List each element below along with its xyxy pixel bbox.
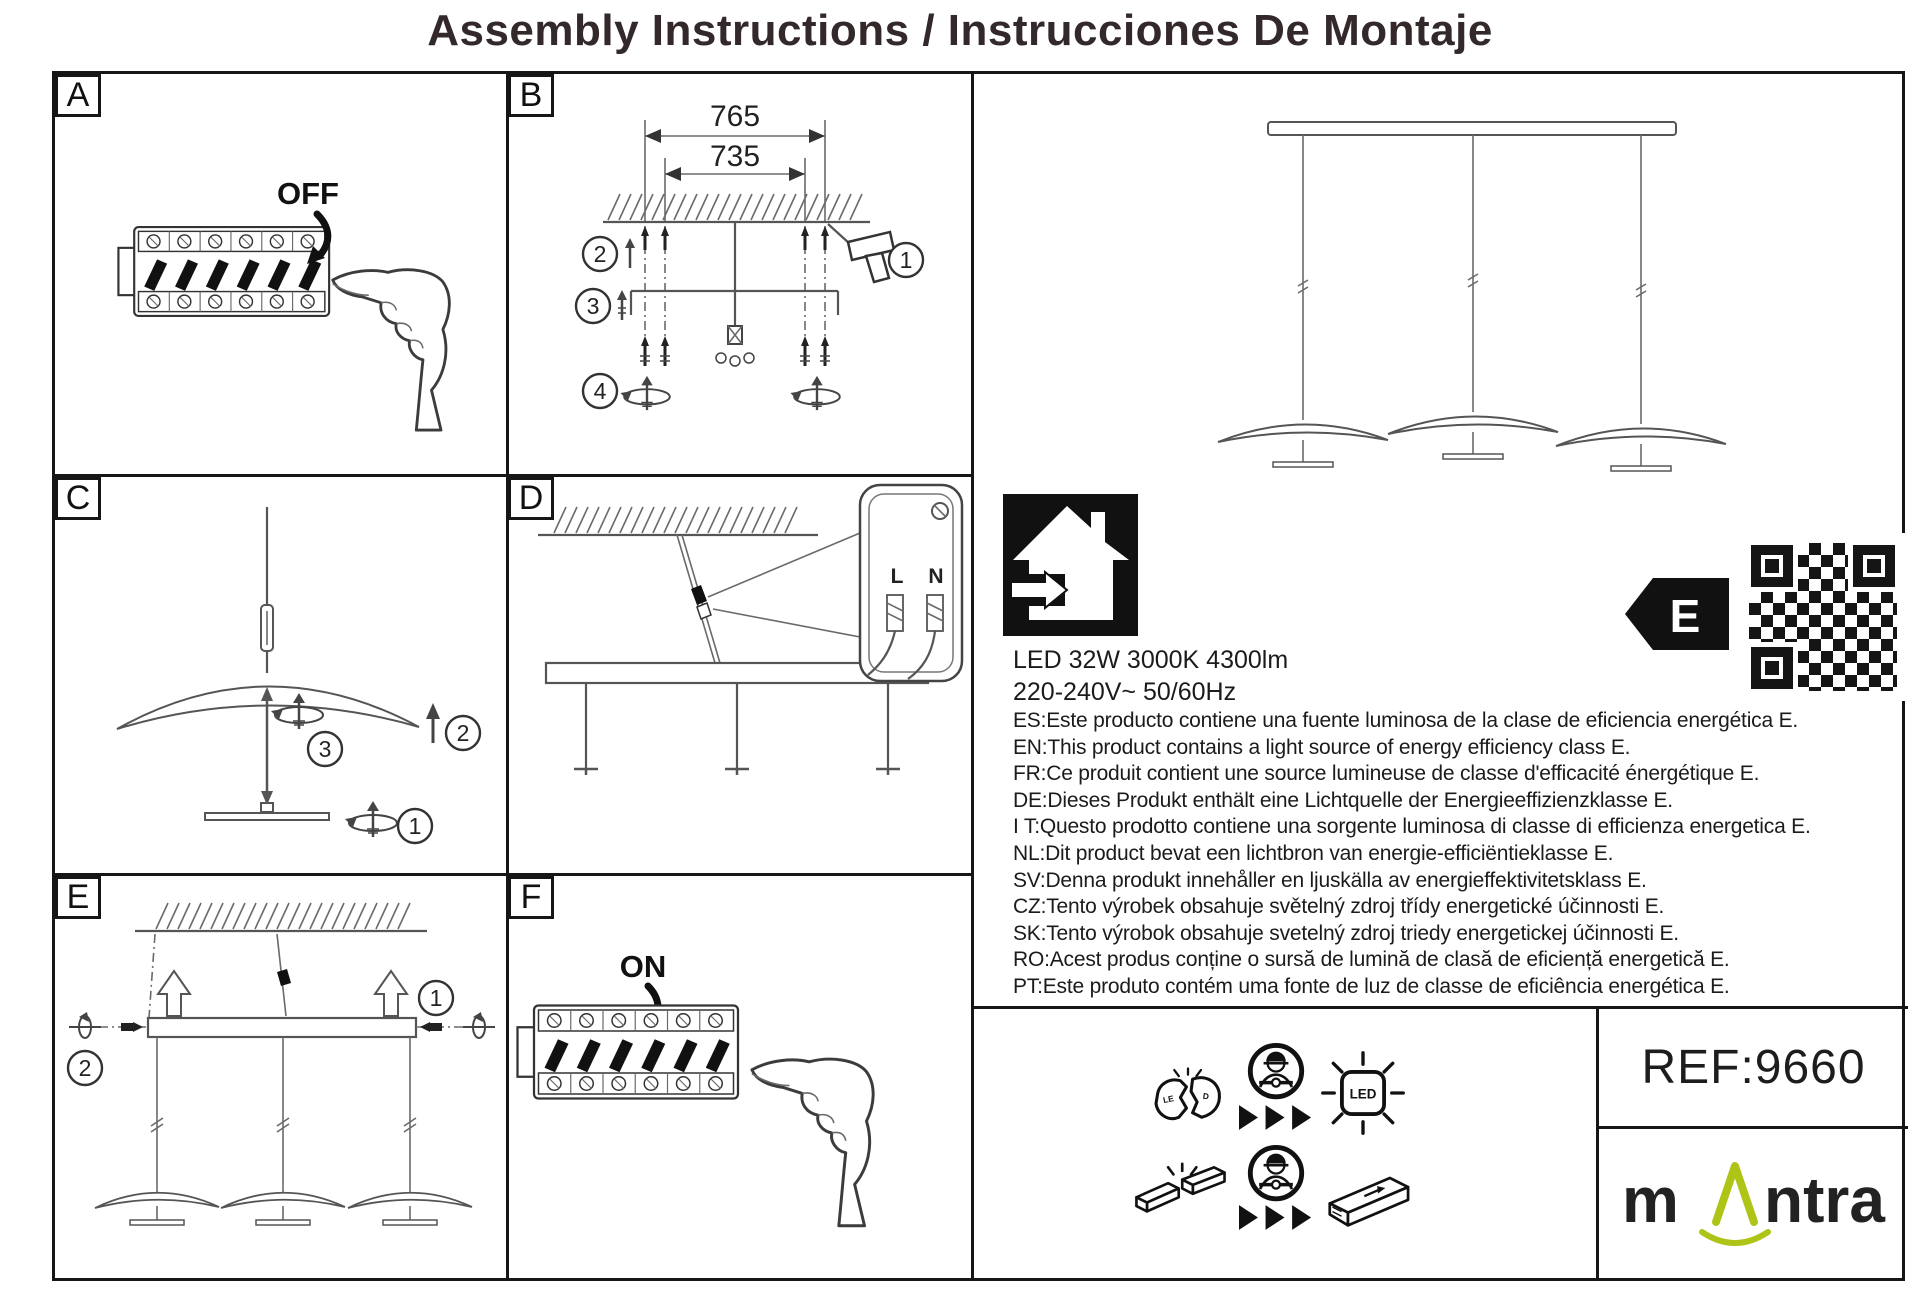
canopy-bar — [148, 1018, 416, 1037]
service-icons-panel — [973, 1009, 1596, 1278]
step-1-badge — [398, 809, 432, 843]
panel-e — [55, 876, 508, 1278]
panel-a — [55, 74, 508, 474]
qr-finder — [1751, 545, 1793, 587]
step-2-badge — [68, 1051, 102, 1085]
lamp-shade — [95, 1193, 219, 1208]
brand-box — [1599, 1129, 1908, 1278]
energy-language-list — [1013, 708, 1811, 1001]
svg-text:1: 1 — [899, 247, 913, 273]
brand-smile — [1702, 1232, 1768, 1243]
language-line-sk: SK:Tento výrobok obsahuje svetelný zdroj triedy energetickej účinnosti E. — [1013, 921, 1679, 945]
step-2-badge — [583, 237, 617, 271]
terminal-neutral-label: N — [928, 565, 944, 588]
lamp-shade — [1218, 424, 1388, 442]
reference-number: REF:9660 — [1641, 1041, 1866, 1094]
panel-e-label: E — [55, 876, 101, 919]
svg-text:2: 2 — [593, 241, 607, 267]
language-line-pt: PT:Este produto contém uma fonte de luz de classe de eficiência energética E. — [1013, 974, 1730, 998]
luminaire-drawing — [973, 74, 1908, 534]
drilling-dimensions-drawing — [508, 74, 973, 474]
lamp-shade — [1556, 428, 1726, 446]
language-line-nl: NL:Dit product bevat een lichtbron van energie-efficiëntieklasse E. — [1013, 841, 1614, 865]
power-on-drawing — [508, 876, 973, 1278]
off-label: OFF — [277, 176, 339, 211]
pointing-hand-icon — [752, 1059, 873, 1226]
svg-text:3: 3 — [318, 736, 332, 762]
brand-lambda — [1716, 1166, 1754, 1222]
wiring-drawing — [508, 477, 973, 873]
hanging-assembly-drawing — [55, 876, 508, 1278]
brand-prefix: m — [1621, 1163, 1679, 1236]
pointing-hand-icon — [333, 270, 450, 430]
spec-line-2: 220-240V~ 50/60Hz — [1013, 678, 1237, 706]
brand-logo — [1614, 1148, 1894, 1260]
led-driver-icon — [1330, 1178, 1408, 1225]
panel-c — [55, 477, 508, 873]
service-icons-drawing — [973, 1009, 1596, 1278]
lamp-shade — [1388, 416, 1558, 434]
svg-text:1: 1 — [429, 985, 443, 1011]
rotate-icon — [620, 376, 669, 410]
sheet-frame — [52, 71, 1905, 1281]
panel-c-label: C — [55, 477, 101, 520]
dimension-inner: 735 — [709, 140, 761, 173]
panel-f — [508, 876, 973, 1278]
terminal-live-label: L — [890, 565, 904, 588]
svg-text:2: 2 — [78, 1055, 92, 1081]
arrow-up-icon — [158, 971, 190, 1016]
rotate-icon — [463, 1012, 495, 1038]
panel-b-label: B — [508, 74, 554, 117]
base-plate — [205, 813, 329, 820]
broken-led-icon — [1156, 1069, 1219, 1119]
circuit-breaker-icon — [518, 1006, 739, 1099]
rotate-icon — [790, 376, 839, 410]
ceiling-bar — [1268, 122, 1676, 135]
svg-text:4: 4 — [593, 378, 607, 404]
step-1-badge — [419, 981, 453, 1015]
page-title: Assembly Instructions / Instrucciones De Montaje — [427, 6, 1493, 55]
svg-text:2: 2 — [456, 720, 470, 746]
qr-finder — [1853, 545, 1895, 587]
step-4-badge — [583, 374, 617, 408]
step-3-badge — [308, 732, 342, 766]
panel-b — [508, 74, 973, 474]
panel-a-label: A — [55, 74, 101, 117]
language-line-it: I T:Questo prodotto contiene una sorgente luminosa di classe di efficienza energetica E. — [1013, 815, 1811, 839]
technician-icon — [1250, 1045, 1301, 1096]
step-1-badge — [889, 243, 923, 277]
rotate-icon — [69, 1012, 101, 1038]
replace-arrows-icon — [1239, 1105, 1311, 1130]
broken-driver-icon — [1136, 1164, 1224, 1212]
lamp-shade — [221, 1193, 345, 1208]
on-label: ON — [619, 949, 667, 984]
svg-text:3: 3 — [586, 293, 600, 319]
drill-icon — [828, 224, 894, 282]
panel-d-label: D — [508, 477, 554, 520]
shade-assembly-drawing — [55, 477, 508, 873]
language-line-sv: SV:Denna produkt innehåller en ljuskälla av energieffektivitetsklass E. — [1013, 868, 1647, 892]
energy-class-letter: E — [1669, 590, 1701, 642]
language-line-ro: RO:Acest produs conține o sursă de lumină de clasă de eficiență energetică E. — [1013, 948, 1730, 972]
rotate-icon — [345, 801, 397, 837]
energy-class-tag — [1621, 574, 1731, 654]
svg-text:1: 1 — [408, 813, 422, 839]
led-module-icon — [1323, 1053, 1404, 1134]
terminal-block-detail — [860, 485, 962, 681]
product-panel — [973, 74, 1908, 1006]
brand-rest: ntra — [1763, 1163, 1885, 1236]
step-2-badge — [446, 716, 480, 750]
plug-connector — [277, 969, 291, 986]
replace-arrows-icon — [1239, 1205, 1311, 1230]
language-line-en: EN:This product contains a light source of energy efficiency class E. — [1013, 735, 1631, 759]
language-line-es: ES:Este producto contiene una fuente luminosa de la clase de eficiencia energética E. — [1013, 709, 1799, 732]
spec-line-1: LED 32W 3000K 4300lm — [1013, 646, 1289, 674]
circuit-breaker-icon — [118, 227, 329, 316]
language-line-de: DE:Dieses Produkt enthält eine Lichtquelle der Energieeffizienzklasse E. — [1013, 788, 1673, 812]
panel-f-label: F — [508, 876, 554, 919]
language-line-fr: FR:Ce produit contient une source lumineuse de classe d'efficacité énergétique E. — [1013, 762, 1760, 786]
panel-d — [508, 477, 973, 873]
qr-code — [1739, 533, 1907, 701]
technician-icon — [1250, 1147, 1301, 1198]
reference-box — [1599, 1009, 1908, 1126]
step-3-badge — [576, 289, 610, 323]
arrow-up-icon — [375, 971, 407, 1016]
dimension-outer: 765 — [709, 100, 761, 133]
power-off-drawing — [55, 74, 508, 474]
language-line-cz: CZ:Tento výrobek obsahuje světelný zdroj třídy energetické účinnosti E. — [1013, 895, 1665, 919]
indoor-use-icon — [1003, 494, 1138, 636]
lamp-shade — [348, 1193, 472, 1208]
qr-finder — [1751, 647, 1793, 689]
